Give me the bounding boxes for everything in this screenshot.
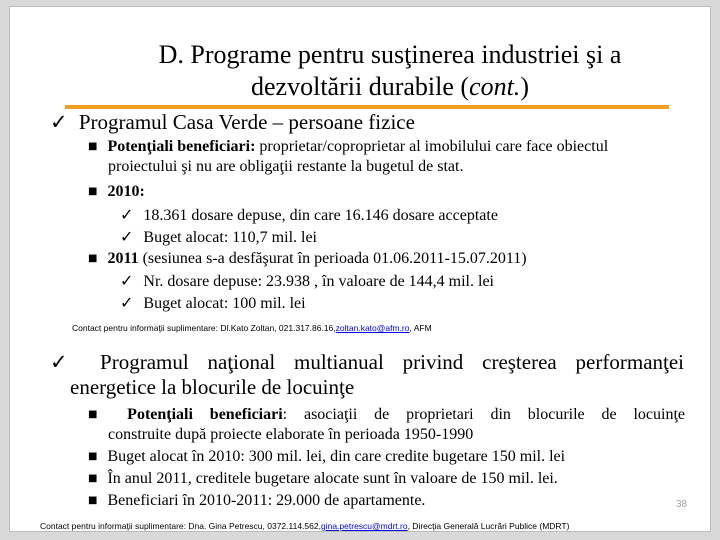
square-bullet-icon: ■ — [88, 409, 111, 420]
program1-2011-item-2: ✓ Buget alocat: 100 mil. lei — [120, 293, 306, 312]
program1-2011-item-1: ✓ Nr. dosare depuse: 23.938 , în valoare de 144,4 mil. lei — [120, 271, 494, 290]
program1-2010-item-1: ✓ 18.361 dosare depuse, din care 16.146 dosare acceptate — [120, 205, 498, 224]
title-underline — [65, 105, 669, 109]
title-line-1: D. Programe pentru susţinerea industriei şi a — [158, 40, 622, 69]
program1-beneficiari-cont: proiectului şi nu are obligaţii restante la bugetul de stat. — [108, 158, 464, 175]
program2-bullet-1: ■ Buget alocat în 2010: 300 mil. lei, din care credite bugetare 150 mil. lei — [88, 448, 566, 465]
checkmark-icon: ✓ — [50, 110, 68, 134]
square-bullet-icon: ■ — [88, 495, 98, 506]
program2-contact-email-link[interactable]: gina.petrescu@mdrt.ro — [320, 521, 408, 531]
square-bullet-icon: ■ — [88, 451, 98, 462]
program1-2010-item-2: ✓ Buget alocat: 110,7 mil. lei — [120, 227, 317, 246]
program2-beneficiari-cont: construite după proiecte elaborate în perioada 1950-1990 — [108, 426, 474, 443]
program1-2011: ■ 2011 (sesiunea s-a desfăşurat în perioada 01.06.2011-15.07.2011) — [88, 250, 527, 267]
program1-heading: ✓ Programul Casa Verde – persoane fizice — [50, 110, 415, 134]
checkmark-icon: ✓ — [120, 205, 134, 224]
slide — [9, 6, 711, 532]
slide-title — [70, 39, 710, 103]
square-bullet-icon: ■ — [88, 186, 98, 197]
checkmark-icon: ✓ — [120, 293, 134, 312]
program2-bullet-3: ■ Beneficiari în 2010-2011: 29.000 de apartamente. — [88, 492, 426, 509]
program2-bullet-2: ■ În anul 2011, creditele bugetare alocate sunt în valoare de 150 mil. lei. — [88, 470, 558, 487]
checkmark-icon: ✓ — [120, 227, 134, 246]
program1-beneficiari: ■ Potenţiali beneficiari: proprietar/coproprietar al imobilului care face obiectul — [88, 138, 609, 155]
program1-contact: Contact pentru informaţii suplimentare: Dl.Kato Zoltan, 021.317.86.16,zoltan.kato@afm.ro, AFM — [72, 323, 432, 333]
square-bullet-icon: ■ — [88, 473, 98, 484]
page-number: 38 — [676, 499, 688, 510]
program2-heading-line-2: energetice la blocurile de locuinţe — [70, 375, 355, 399]
program1-contact-email-link[interactable]: zoltan.kato@afm.ro — [335, 323, 410, 333]
square-bullet-icon: ■ — [88, 253, 98, 264]
program2-contact: Contact pentru informaţii suplimentare: Dna. Gina Petrescu, 0372.114.562,gina.petrescu@mdrt.ro, Direcţia Generală Lucrări Publice (MDRT) — [40, 521, 570, 531]
square-bullet-icon: ■ — [88, 141, 98, 152]
title-line-2: dezvoltării durabile (cont.) — [251, 72, 529, 101]
program1-2010: ■ 2010: — [88, 183, 145, 200]
checkmark-icon: ✓ — [50, 350, 82, 374]
program2-heading-line-1: ✓ Programul naţional multianual privind creşterea performanţei — [50, 350, 685, 374]
program2-beneficiari: ■ Potenţiali beneficiari: asociaţii de proprietari din blocurile de locuinţe — [88, 406, 686, 423]
checkmark-icon: ✓ — [120, 271, 134, 290]
